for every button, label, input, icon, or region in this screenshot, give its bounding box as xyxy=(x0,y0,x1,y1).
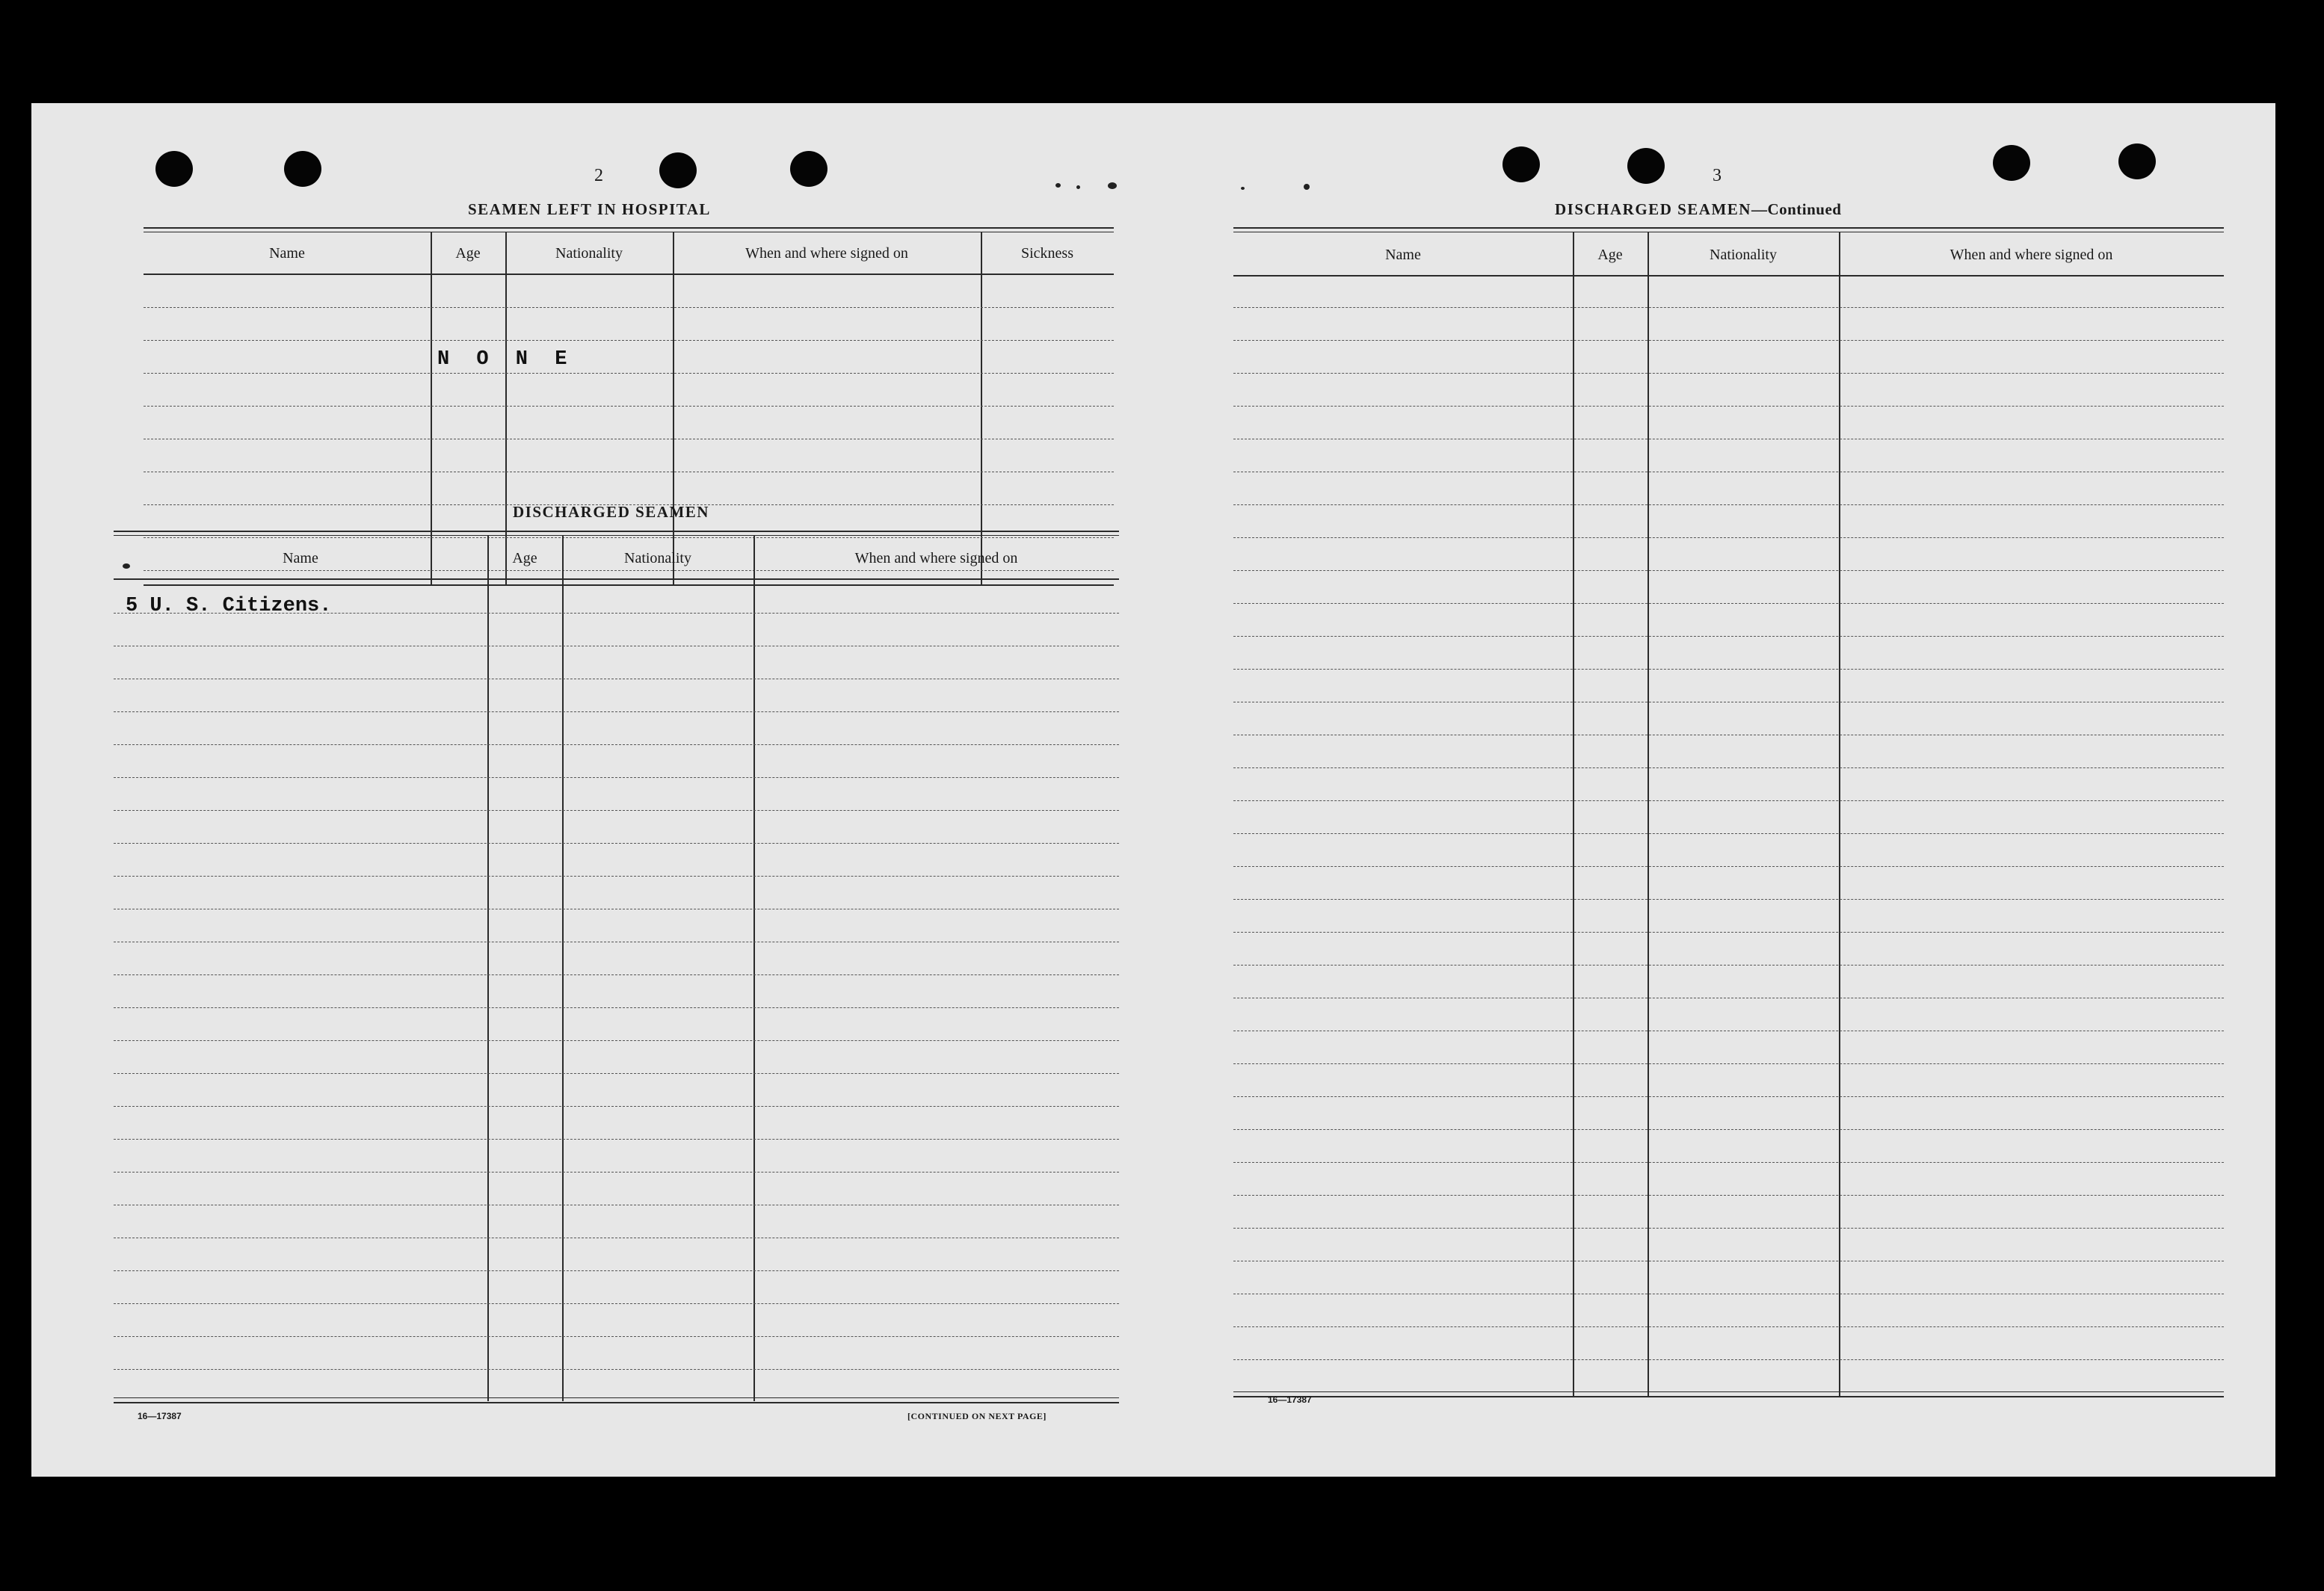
discharged-entry: 5 U. S. Citizens. xyxy=(126,595,332,617)
right-title-main: DISCHARGED SEAMEN xyxy=(1555,200,1751,218)
hospital-header-nationality: Nationality xyxy=(555,245,623,262)
discharged-header-nationality: Nationality xyxy=(624,550,691,566)
right-header-nationality: Nationality xyxy=(1710,247,1777,263)
hospital-header-name: Name xyxy=(269,245,305,262)
left-form-number: 16—17387 xyxy=(138,1411,182,1421)
discharged-header-name: Name xyxy=(283,550,318,566)
left-page-number: 2 xyxy=(594,166,603,185)
punch-hole xyxy=(2118,143,2156,179)
punch-hole xyxy=(1627,148,1665,184)
right-section-title xyxy=(1555,200,1841,219)
speck xyxy=(1304,184,1310,190)
punch-hole xyxy=(284,151,321,187)
punch-hole xyxy=(659,152,697,188)
continued-note: [CONTINUED ON NEXT PAGE] xyxy=(907,1411,1047,1421)
hospital-header-age: Age xyxy=(455,245,481,262)
right-form-number: 16—17387 xyxy=(1268,1394,1312,1405)
discharged-section-title: DISCHARGED SEAMEN xyxy=(513,503,709,521)
document-sheet xyxy=(31,103,2275,1477)
speck xyxy=(1108,182,1117,189)
right-header-age: Age xyxy=(1597,247,1623,263)
right-discharged-table xyxy=(1233,227,2224,1397)
punch-hole xyxy=(1993,145,2030,181)
hospital-section-title: SEAMEN LEFT IN HOSPITAL xyxy=(468,200,711,218)
punch-hole xyxy=(155,151,193,187)
hospital-none-entry: N O N E xyxy=(437,348,575,371)
speck xyxy=(1241,187,1245,190)
hospital-header-signed-on: When and where signed on xyxy=(745,245,908,262)
right-title-continued: —Continued xyxy=(1751,200,1842,218)
discharged-table xyxy=(114,531,1119,1401)
punch-hole xyxy=(1502,146,1540,182)
discharged-header-age: Age xyxy=(512,550,537,566)
speck xyxy=(1055,183,1061,188)
speck xyxy=(1076,185,1080,189)
discharged-header-signed-on: When and where signed on xyxy=(854,550,1018,566)
right-header-signed-on: When and where signed on xyxy=(1949,247,2113,263)
punch-hole xyxy=(790,151,827,187)
right-page-number: 3 xyxy=(1713,166,1722,185)
right-header-name: Name xyxy=(1385,247,1421,263)
hospital-header-sickness: Sickness xyxy=(1021,245,1073,262)
